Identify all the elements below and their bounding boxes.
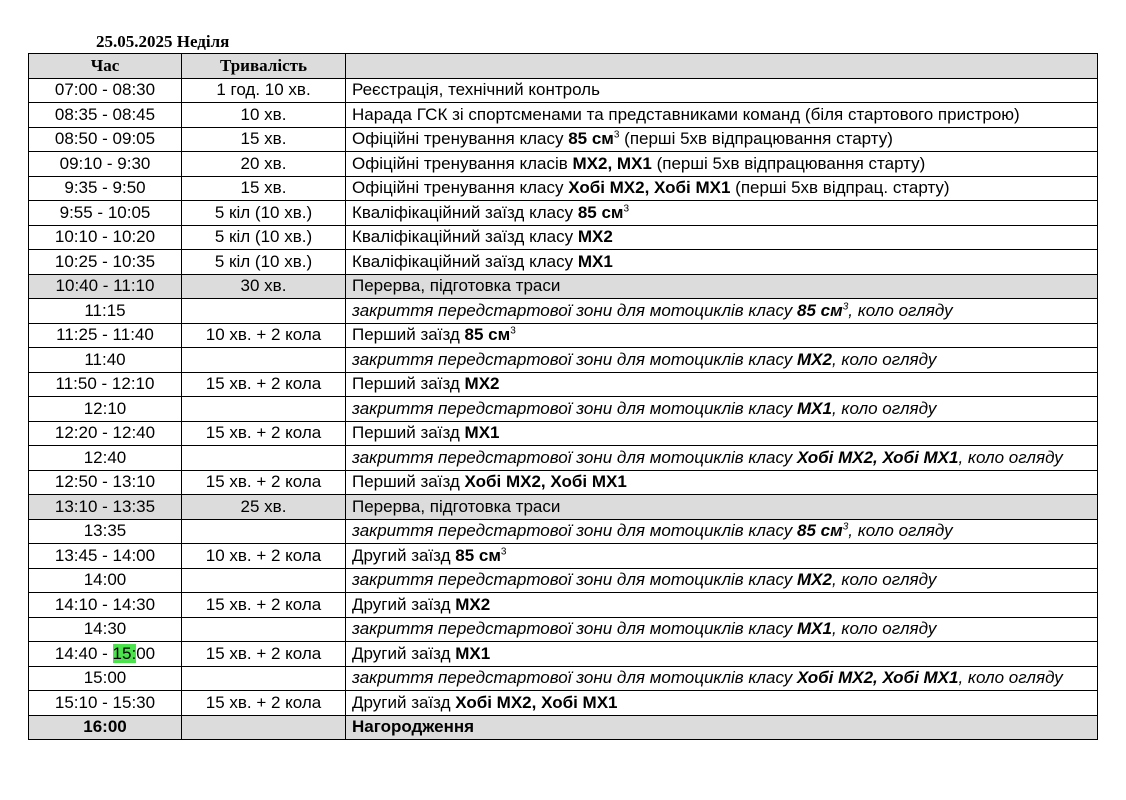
- activity-suffix: , коло огляду: [848, 521, 953, 541]
- activity-text: Офіційні тренування класу: [352, 129, 569, 149]
- class-name: 85 см: [464, 325, 511, 345]
- time-cell: 13:45 - 14:00: [29, 544, 182, 569]
- class-name: МХ1: [464, 423, 500, 443]
- time-cell: 11:40: [29, 348, 182, 373]
- awards-text: Нагородження: [352, 717, 475, 737]
- class-name: МХ2: [455, 594, 491, 614]
- activity-text: Нарада ГСК зі спортсменами та представниками команд (біля стартового пристрою): [352, 104, 1020, 124]
- time-cell: 15:00: [29, 666, 182, 691]
- activity-cell: [346, 519, 1098, 544]
- activity-text: Другий заїзд: [352, 594, 456, 614]
- activity-cell: [346, 568, 1098, 593]
- time-cell: 12:50 - 13:10: [29, 470, 182, 495]
- table-row: [29, 127, 1098, 152]
- activity-cell: [346, 691, 1098, 716]
- table-row: [29, 201, 1098, 226]
- time-cell: 9:35 - 9:50: [29, 176, 182, 201]
- activity-suffix: , коло огляду: [958, 668, 1063, 688]
- time-cell: 11:25 - 11:40: [29, 323, 182, 348]
- duration-cell: [182, 299, 346, 324]
- class-name: Хобі МХ2, Хобі МХ1: [797, 447, 959, 467]
- class-name: 85 см: [568, 129, 614, 149]
- class-name: МХ1: [455, 643, 491, 663]
- class-name: МХ2, МХ1: [572, 153, 652, 173]
- awards-time: 16:00: [83, 717, 127, 737]
- activity-text: Перший заїзд: [352, 472, 465, 492]
- time-cell: 11:15: [29, 299, 182, 324]
- table-row: [29, 78, 1098, 103]
- activity-text: закриття передстартової зони для мотоциклів класу: [352, 619, 798, 639]
- activity-text: Другий заїзд: [352, 545, 456, 565]
- time-cell: 08:50 - 09:05: [29, 127, 182, 152]
- time-cell: 10:40 - 11:10: [29, 274, 182, 299]
- duration-cell: 15 хв. + 2 кола: [182, 470, 346, 495]
- activity-suffix: (перші 5хв відпрац. старту): [730, 178, 950, 198]
- activity-cell: [346, 152, 1098, 177]
- activity-text: Кваліфікаційний заїзд класу: [352, 227, 578, 247]
- duration-cell: [182, 397, 346, 422]
- activity-cell: [346, 446, 1098, 471]
- duration-cell: 15 хв. + 2 кола: [182, 593, 346, 618]
- activity-text: Кваліфікаційний заїзд класу: [352, 251, 578, 271]
- table-row: [29, 250, 1098, 275]
- activity-cell: [346, 666, 1098, 691]
- table-row: [29, 323, 1098, 348]
- header-row: [29, 54, 1098, 79]
- table-row: [29, 103, 1098, 128]
- time-cell: 11:50 - 12:10: [29, 372, 182, 397]
- duration-cell: [182, 715, 346, 740]
- activity-cell: [346, 78, 1098, 103]
- class-name: МХ2: [577, 227, 613, 247]
- time-end: 00: [136, 643, 156, 663]
- duration-cell: 20 хв.: [182, 152, 346, 177]
- time-start: 14:40 -: [54, 643, 113, 663]
- activity-text: Перший заїзд: [352, 423, 465, 443]
- time-cell: 10:10 - 10:20: [29, 225, 182, 250]
- activity-text: Офіційні тренування класів: [352, 153, 573, 173]
- activity-suffix: , коло огляду: [831, 619, 937, 639]
- class-superscript: 3: [842, 521, 849, 533]
- table-row: [29, 225, 1098, 250]
- class-name: МХ2: [797, 349, 832, 369]
- duration-cell: 10 хв. + 2 кола: [182, 544, 346, 569]
- activity-text: Перерва, підготовка траси: [352, 496, 561, 516]
- class-name: Хобі МХ2, Хобі МХ1: [464, 472, 627, 492]
- duration-cell: [182, 568, 346, 593]
- activity-cell: [346, 127, 1098, 152]
- activity-cell: [346, 642, 1098, 667]
- duration-cell: 15 хв. + 2 кола: [182, 421, 346, 446]
- activity-text: закриття передстартової зони для мотоциклів класу: [352, 300, 798, 320]
- class-name: 85 см: [455, 545, 501, 565]
- duration-cell: 10 хв.: [182, 103, 346, 128]
- class-name: 85 см: [797, 300, 843, 320]
- awards-row: [29, 715, 1098, 740]
- header-activity: [346, 54, 1098, 79]
- activity-cell: [346, 715, 1098, 740]
- activity-suffix: (перші 5хв відпрацювання старту): [651, 153, 926, 173]
- class-name: МХ2: [797, 570, 832, 590]
- break-row: [29, 274, 1098, 299]
- activity-cell: [346, 176, 1098, 201]
- time-cell: 9:55 - 10:05: [29, 201, 182, 226]
- class-name: МХ1: [577, 251, 613, 271]
- time-cell: 07:00 - 08:30: [29, 78, 182, 103]
- class-superscript: 3: [613, 129, 620, 141]
- duration-cell: 30 хв.: [182, 274, 346, 299]
- duration-cell: [182, 348, 346, 373]
- activity-text: закриття передстартової зони для мотоциклів класу: [352, 521, 798, 541]
- activity-suffix: , коло огляду: [831, 349, 937, 369]
- time-cell: 08:35 - 08:45: [29, 103, 182, 128]
- activity-suffix: , коло огляду: [848, 300, 953, 320]
- duration-cell: 15 хв.: [182, 127, 346, 152]
- activity-text: Перший заїзд: [352, 325, 465, 345]
- time-cell: 10:25 - 10:35: [29, 250, 182, 275]
- note-row: [29, 299, 1098, 324]
- activity-cell: [346, 299, 1098, 324]
- activity-text: закриття передстартової зони для мотоциклів класу: [352, 398, 798, 418]
- highlighted-time: 15:: [112, 643, 137, 663]
- activity-cell: [346, 201, 1098, 226]
- note-row: [29, 666, 1098, 691]
- activity-cell: [346, 470, 1098, 495]
- activity-cell: [346, 323, 1098, 348]
- time-cell: 13:35: [29, 519, 182, 544]
- activity-text: Другий заїзд: [352, 643, 456, 663]
- duration-cell: 10 хв. + 2 кола: [182, 323, 346, 348]
- table-row: [29, 544, 1098, 569]
- time-cell: 12:10: [29, 397, 182, 422]
- duration-cell: 5 кіл (10 хв.): [182, 201, 346, 226]
- time-cell: 13:10 - 13:35: [29, 495, 182, 520]
- activity-suffix: (перші 5хв відпрацювання старту): [619, 129, 893, 149]
- break-row: [29, 495, 1098, 520]
- activity-suffix: , коло огляду: [831, 570, 937, 590]
- time-cell: 12:40: [29, 446, 182, 471]
- activity-text: Офіційні тренування класу: [352, 178, 569, 198]
- activity-cell: [346, 250, 1098, 275]
- time-cell: [29, 715, 182, 740]
- activity-suffix: , коло огляду: [831, 398, 937, 418]
- class-name: 85 см: [797, 521, 843, 541]
- activity-cell: [346, 617, 1098, 642]
- duration-cell: [182, 666, 346, 691]
- duration-cell: 15 хв.: [182, 176, 346, 201]
- note-row: [29, 446, 1098, 471]
- class-superscript: 3: [500, 546, 507, 558]
- duration-cell: [182, 519, 346, 544]
- schedule-date-title: 25.05.2025 Неділя: [96, 32, 230, 51]
- activity-cell: [346, 103, 1098, 128]
- table-row: [29, 421, 1098, 446]
- activity-cell: [346, 348, 1098, 373]
- duration-cell: 25 хв.: [182, 495, 346, 520]
- table-row: [29, 152, 1098, 177]
- activity-cell: [346, 421, 1098, 446]
- duration-cell: 15 хв. + 2 кола: [182, 372, 346, 397]
- time-cell: [29, 642, 182, 667]
- class-superscript: 3: [623, 203, 630, 215]
- note-row: [29, 519, 1098, 544]
- activity-text: Перерва, підготовка траси: [352, 276, 561, 296]
- activity-text: закриття передстартової зони для мотоциклів класу: [352, 349, 798, 369]
- activity-cell: [346, 274, 1098, 299]
- class-name: 85 см: [577, 202, 624, 222]
- duration-cell: 5 кіл (10 хв.): [182, 250, 346, 275]
- table-row: [29, 642, 1098, 667]
- activity-text: Другий заїзд: [352, 692, 456, 712]
- note-row: [29, 397, 1098, 422]
- time-cell: 09:10 - 9:30: [29, 152, 182, 177]
- activity-cell: [346, 593, 1098, 618]
- class-name: МХ1: [797, 619, 832, 639]
- note-row: [29, 348, 1098, 373]
- class-name: МХ1: [797, 398, 832, 418]
- duration-cell: 1 год. 10 хв.: [182, 78, 346, 103]
- time-cell: 14:30: [29, 617, 182, 642]
- class-name: Хобі МХ2, Хобі МХ1: [568, 178, 731, 198]
- activity-text: закриття передстартової зони для мотоциклів класу: [352, 447, 798, 467]
- time-cell: 12:20 - 12:40: [29, 421, 182, 446]
- activity-text: Кваліфікаційний заїзд класу: [352, 202, 578, 222]
- class-superscript: 3: [510, 325, 516, 337]
- time-cell: 14:10 - 14:30: [29, 593, 182, 618]
- duration-cell: 5 кіл (10 хв.): [182, 225, 346, 250]
- time-cell: 14:00: [29, 568, 182, 593]
- header-time: Час: [29, 54, 182, 79]
- activity-text: Перший заїзд: [352, 374, 465, 394]
- activity-cell: [346, 225, 1098, 250]
- duration-cell: [182, 446, 346, 471]
- table-row: [29, 593, 1098, 618]
- table-row: [29, 691, 1098, 716]
- class-superscript: 3: [842, 301, 849, 313]
- duration-cell: [182, 617, 346, 642]
- time-cell: 15:10 - 15:30: [29, 691, 182, 716]
- class-name: МХ2: [464, 374, 500, 394]
- activity-text: Реєстрація, технічний контроль: [352, 80, 600, 100]
- activity-suffix: , коло огляду: [958, 447, 1063, 467]
- activity-cell: [346, 397, 1098, 422]
- class-name: Хобі МХ2, Хобі МХ1: [797, 668, 959, 688]
- activity-cell: [346, 495, 1098, 520]
- activity-cell: [346, 544, 1098, 569]
- activity-text: закриття передстартової зони для мотоциклів класу: [352, 570, 798, 590]
- duration-cell: 15 хв. + 2 кола: [182, 642, 346, 667]
- class-name: Хобі МХ2, Хобі МХ1: [455, 692, 618, 712]
- note-row: [29, 617, 1098, 642]
- table-row: [29, 470, 1098, 495]
- schedule-table: [28, 53, 1098, 740]
- note-row: [29, 568, 1098, 593]
- table-row: [29, 372, 1098, 397]
- activity-cell: [346, 372, 1098, 397]
- table-row: [29, 176, 1098, 201]
- duration-cell: 15 хв. + 2 кола: [182, 691, 346, 716]
- header-duration: Тривалість: [182, 54, 346, 79]
- activity-text: закриття передстартової зони для мотоциклів класу: [352, 668, 798, 688]
